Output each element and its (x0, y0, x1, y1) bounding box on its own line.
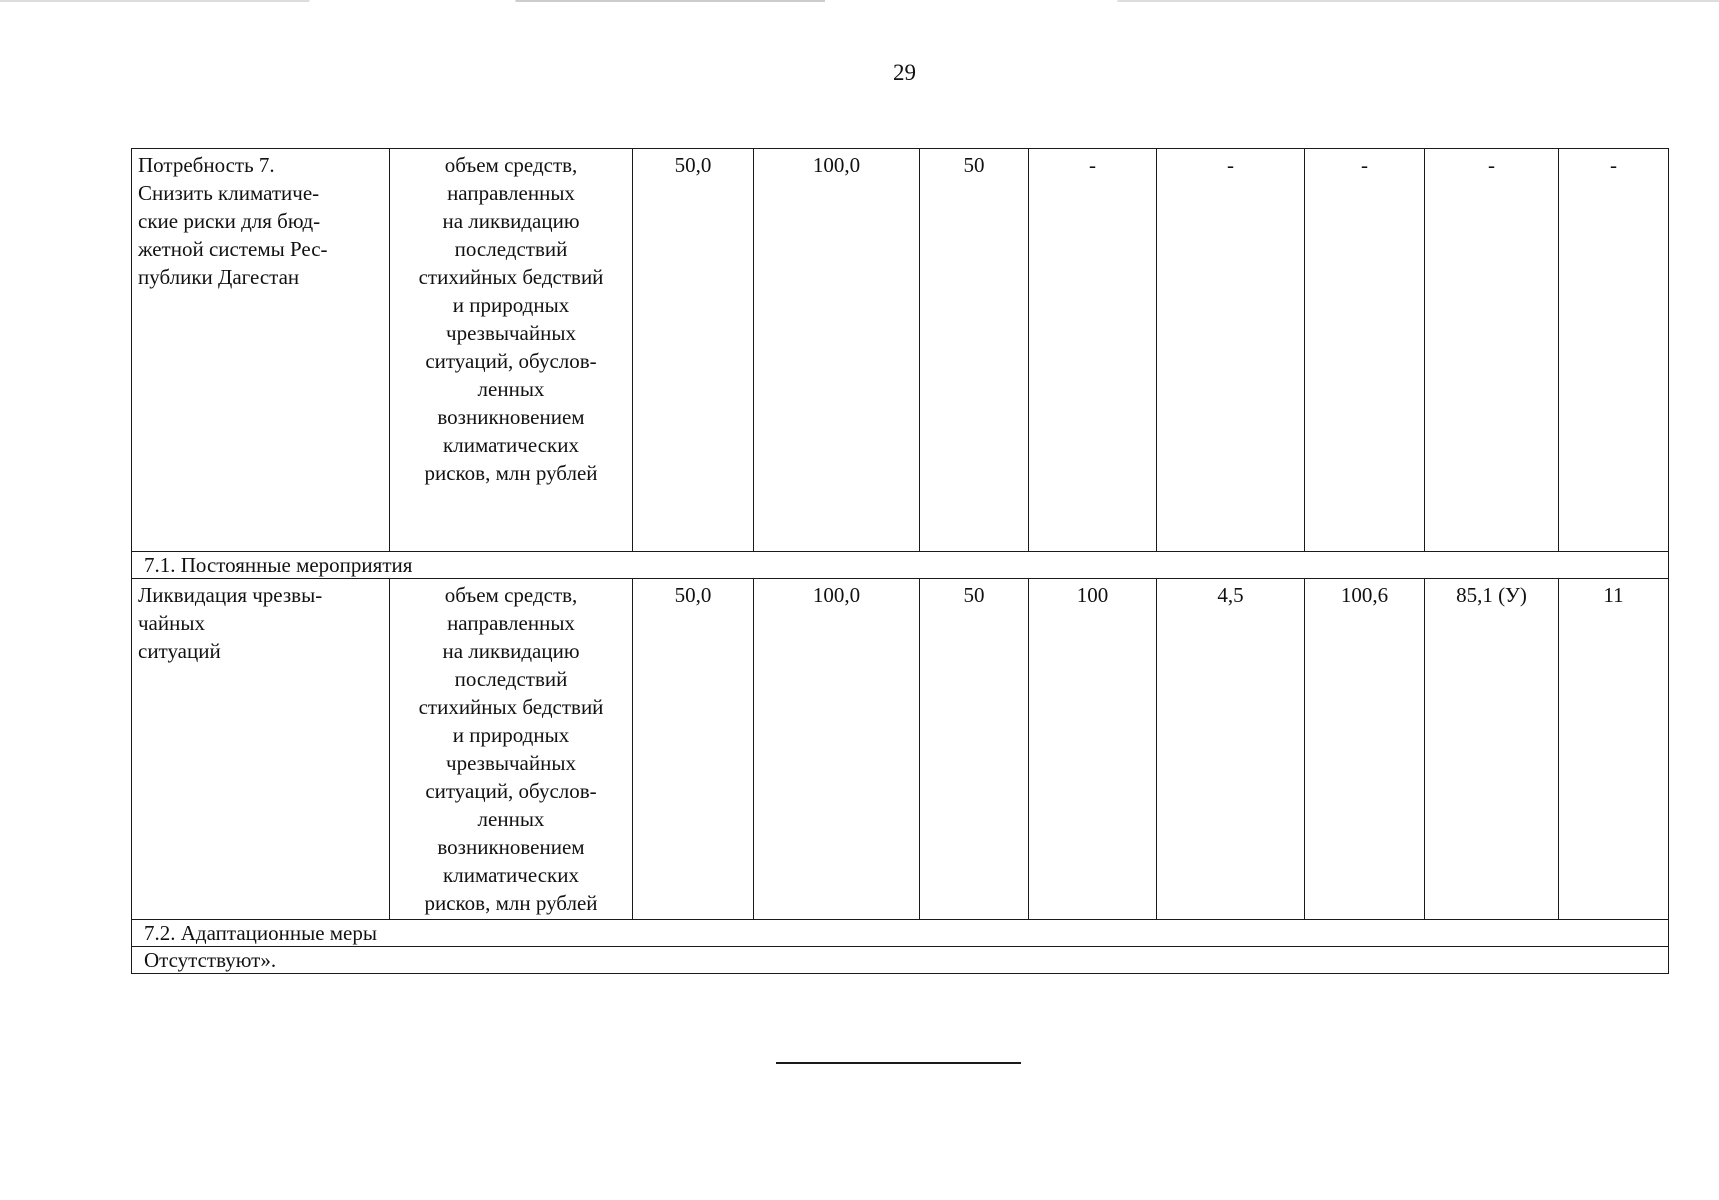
indicator-line: возникновением (437, 835, 585, 859)
value-cell: 50 (920, 579, 1029, 920)
value-cell: 50,0 (633, 579, 754, 920)
need-name-cell (132, 149, 390, 552)
need-name-line: жетной системы Рес- (138, 237, 328, 261)
measure-name-line: чайных (138, 611, 205, 635)
need-name-line: Снизить климатиче- (138, 181, 320, 205)
value-cell: - (1029, 149, 1157, 552)
indicator-line: объем средств, (444, 153, 578, 177)
value-cell: 11 (1559, 579, 1669, 920)
value-cell: 100 (1029, 579, 1157, 920)
section-row-permanent-measures (132, 552, 1669, 579)
indicator-line: объем средств, (444, 583, 578, 607)
need-name-line: ские риски для бюд- (138, 209, 321, 233)
indicator-line: стихийных бедствий (418, 695, 604, 719)
section-row-adaptation-measures (132, 920, 1669, 947)
indicator-line: ситуаций, обуслов- (425, 349, 597, 373)
need-name-line: публики Дагестан (138, 265, 300, 289)
indicator-line: направленных (447, 611, 575, 635)
section-heading: 7.1. Постоянные мероприятия (132, 552, 1669, 579)
page-number: 29 (893, 60, 916, 85)
indicator-line: чрезвычайных (446, 751, 576, 775)
indicator-line: рисков, млн рублей (424, 891, 598, 915)
indicator-line: последствий (454, 667, 568, 691)
section-note: Отсутствуют». (132, 947, 1669, 974)
value-cell: - (1157, 149, 1305, 552)
section-heading: 7.2. Адаптационные меры (132, 920, 1669, 947)
value-cell: 100,0 (754, 579, 920, 920)
indicator-cell (390, 579, 633, 920)
indicator-line: ситуаций, обуслов- (425, 779, 597, 803)
indicator-line: и природных (452, 293, 570, 317)
measure-name-line: ситуаций (138, 639, 221, 663)
measure-name-line: Ликвидация чрезвы- (138, 583, 323, 607)
value-cell: 4,5 (1157, 579, 1305, 920)
value-cell: 50,0 (633, 149, 754, 552)
indicator-line: ленных (477, 807, 545, 831)
value-cell: 100,0 (754, 149, 920, 552)
indicator-line: ленных (477, 377, 545, 401)
indicator-line: направленных (447, 181, 575, 205)
indicator-line: на ликвидацию (442, 209, 580, 233)
indicator-line: на ликвидацию (442, 639, 580, 663)
indicator-line: климатических (443, 433, 579, 457)
scan-edge (0, 0, 1719, 2)
value-cell: - (1305, 149, 1425, 552)
value-cell: 100,6 (1305, 579, 1425, 920)
section-row-absent (132, 947, 1669, 974)
closing-rule (776, 1062, 1021, 1064)
value-cell: 50 (920, 149, 1029, 552)
need-name-line: Потребность 7. (138, 153, 275, 177)
indicator-line: чрезвычайных (446, 321, 576, 345)
measure-name-cell (132, 579, 390, 920)
value-cell: - (1425, 149, 1559, 552)
indicator-line: последствий (454, 237, 568, 261)
indicator-table (131, 148, 1669, 974)
indicator-line: возникновением (437, 405, 585, 429)
value-cell: - (1559, 149, 1669, 552)
table-row-emergency-liquidation (132, 579, 1669, 920)
indicator-line: стихийных бедствий (418, 265, 604, 289)
table-row-need-7 (132, 149, 1669, 552)
value-cell: 85,1 (У) (1425, 579, 1559, 920)
indicator-line: климатических (443, 863, 579, 887)
indicator-line: рисков, млн рублей (424, 461, 598, 485)
indicator-line: и природных (452, 723, 570, 747)
indicator-cell (390, 149, 633, 552)
